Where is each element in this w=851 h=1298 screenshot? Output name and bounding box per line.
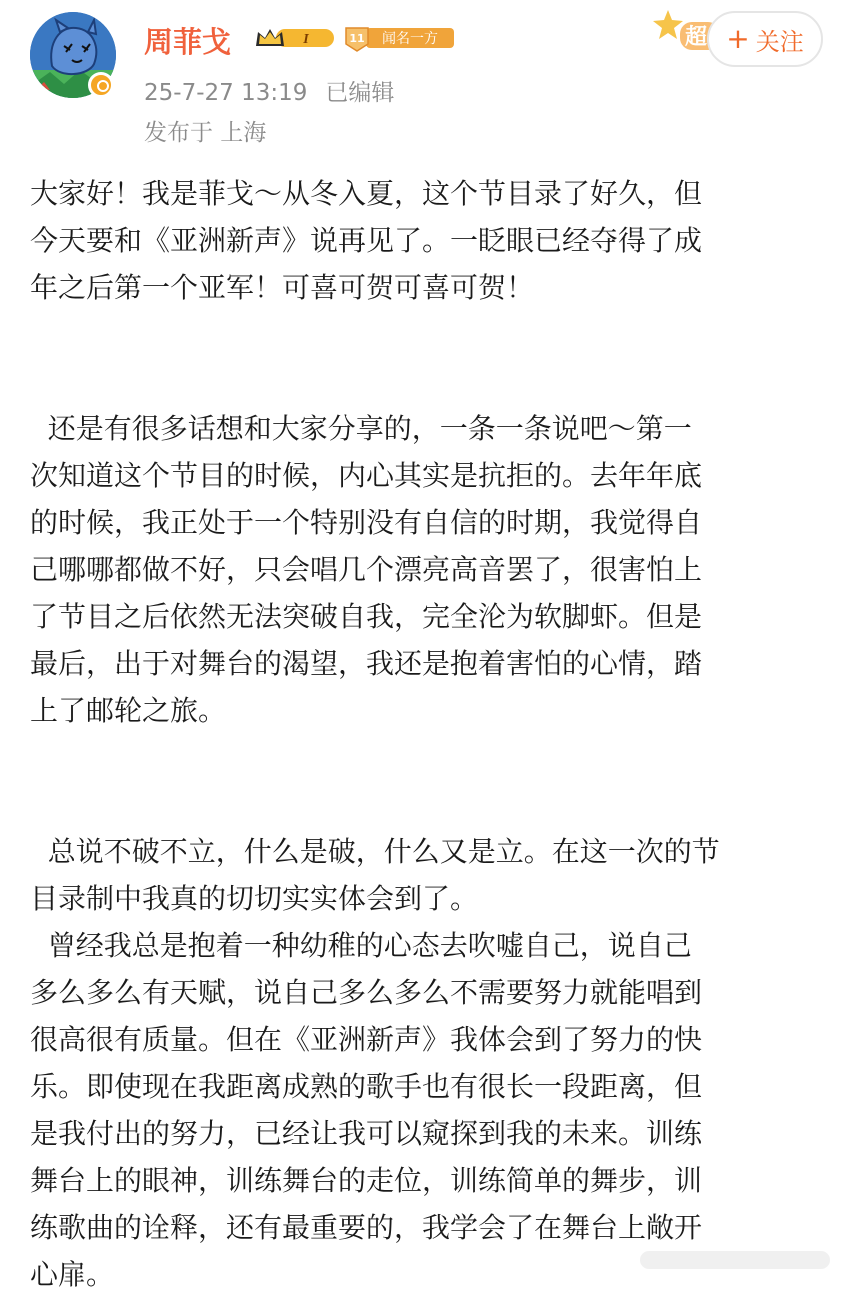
- follow-button[interactable]: [707, 11, 823, 67]
- author-name[interactable]: 周菲戈: [144, 25, 232, 59]
- post-line: 次知道这个节目的时候，内心其实是抗拒的。去年年底: [30, 459, 703, 492]
- vip-level-text: I: [303, 32, 309, 47]
- post-line: 练歌曲的诠释，还有最重要的，我学会了在舞台上敞开: [30, 1211, 703, 1244]
- crown-icon: [254, 26, 336, 50]
- post-line: 了节目之后依然无法突破自我，完全沦为软脚虾。但是: [30, 600, 703, 633]
- watermark: [640, 1245, 830, 1275]
- post-line: 年之后第一个亚军！可喜可贺可喜可贺！: [30, 271, 535, 304]
- post-location: 发布于 上海: [144, 120, 267, 146]
- fan-badge-icon: [344, 24, 456, 52]
- edited-label[interactable]: 已编辑: [325, 80, 395, 106]
- super-label: 超: [684, 25, 708, 50]
- post-line: 的时候，我正处于一个特别没有自信的时期，我觉得自: [30, 506, 703, 539]
- verified-badge-icon: [88, 72, 114, 98]
- post-line: 目录制中我真的切切实实体会到了。: [30, 882, 479, 915]
- post-line: 舞台上的眼神，训练舞台的走位，训练简单的舞步，训: [30, 1164, 703, 1197]
- post-line: 最后，出于对舞台的渴望，我还是抱着害怕的心情，踏: [30, 647, 703, 680]
- post-line: 曾经我总是抱着一种幼稚的心态去吹嘘自己，说自己: [30, 929, 692, 962]
- fan-badge-label: 闻名一方: [382, 31, 438, 47]
- post-line: 很高很有质量。但在《亚洲新声》我体会到了努力的快: [30, 1023, 703, 1056]
- post-line: 己哪哪都做不好，只会唱几个漂亮高音罢了，很害怕上: [30, 553, 703, 586]
- post-line: 还是有很多话想和大家分享的，一条一条说吧～第一: [30, 412, 692, 445]
- paragraph-gap: [30, 311, 830, 358]
- post-line: 上了邮轮之旅。: [30, 694, 227, 727]
- post-line: 大家好！我是菲戈～从冬入夏，这个节目录了好久，但: [30, 177, 703, 210]
- fan-level-number: 11: [349, 32, 365, 45]
- watermark-icon: [640, 1245, 830, 1275]
- post-line: 多么多么有天赋，说自己多么多么不需要努力就能唱到: [30, 976, 703, 1009]
- post-line: 今天要和《亚洲新声》说再见了。一眨眼已经夺得了成: [30, 224, 703, 257]
- post-body: [30, 170, 830, 1298]
- post-line: 心扉。: [30, 1258, 115, 1291]
- paragraph-gap: [30, 358, 830, 405]
- vip-crown-badge[interactable]: [254, 26, 336, 50]
- fan-level-badge[interactable]: [344, 24, 456, 52]
- post-line: 乐。即使现在我距离成熟的歌手也有很长一段距离，但: [30, 1070, 703, 1103]
- paragraph-gap: [30, 781, 830, 828]
- post-line: 是我付出的努力，已经让我可以窥探到我的未来。训练: [30, 1117, 703, 1150]
- paragraph-gap: [30, 734, 830, 781]
- post-timestamp: 25-7-27 13:19: [144, 80, 308, 106]
- post-meta: [144, 74, 394, 107]
- post-header: [0, 0, 851, 150]
- plus-icon: +: [726, 22, 750, 55]
- post-line: 总说不破不立，什么是破，什么又是立。在这一次的节: [30, 835, 720, 868]
- follow-button-label: 关注: [755, 27, 804, 56]
